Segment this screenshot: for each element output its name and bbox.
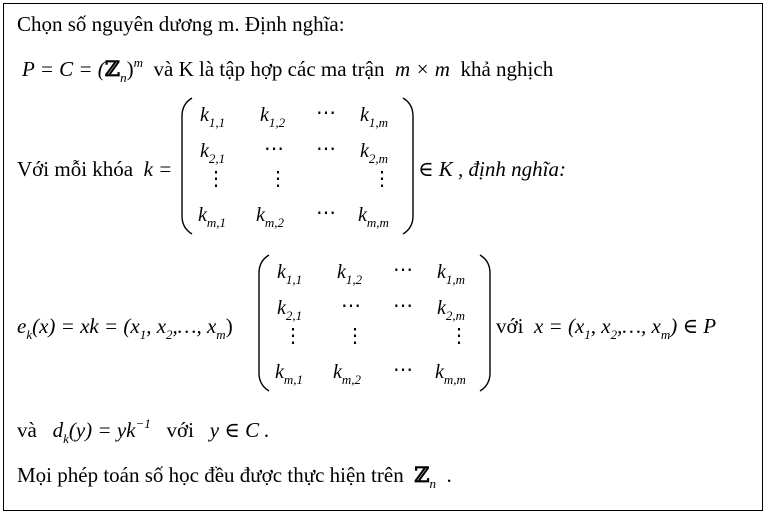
right-bracket [401,96,415,236]
va-text: và [17,418,37,442]
intro-text: Chọn số nguyên dương m. Định nghĩa: [17,12,345,36]
cell-m-m: $k_{m,m}$ [435,361,466,387]
cell-m-2: $k_{m,2}$ [256,204,285,230]
cell-2-3: ⋯ [393,295,413,317]
key-prefix: Với mỗi khóa [17,157,134,181]
cell-3-2: ⋮ [268,168,288,190]
close-paren: ) [126,57,134,81]
encryption-matrix [257,253,492,393]
cell-2-1: $k_{2,1}$ [277,297,303,323]
e-symbol: e [17,314,27,338]
arithmetic-line: Mọi phép toán số học đều được thực hiện trên ℤ$_n$ . [17,462,452,491]
d-subscript: k [63,431,69,446]
power-m: m [133,55,144,70]
z-subscript: n [120,70,127,85]
cell-3-1: ⋮ [283,325,303,347]
key-line [17,157,172,182]
left-bracket [257,253,271,393]
p-equals-c: P = C = ( [22,57,105,81]
cell-1-1: $k_{1,1}$ [200,104,226,130]
dims-text: m × m [394,57,450,81]
cell-2-2: ⋯ [341,295,361,317]
cell-m-2: $k_{m,2}$ [333,361,362,387]
cell-m-1: $k_{m,1}$ [198,204,227,230]
z-symbol-2: ℤ [414,462,430,487]
cell-1-3: ⋯ [316,102,336,124]
cell-1-2: $k_{1,2}$ [337,261,363,287]
right-bracket [478,253,492,393]
d-symbol: d [52,418,64,442]
in-k-text: ∈ K , định nghĩa: [418,157,566,181]
intro-line [17,12,345,37]
cell-m-m: $k_{m,m}$ [358,204,389,230]
cell-2-2: ⋯ [264,138,284,160]
cell-2-1: $k_{2,1}$ [200,140,226,166]
cell-2-m: $k_{2,m}$ [360,140,389,166]
cell-m-3: ⋯ [393,359,413,381]
left-bracket [180,96,194,236]
voi-text-2: với [166,418,194,442]
k-set-text: và K là tập hợp các ma trận [153,57,385,81]
decryption-line: và $d_k(y) = yk^{-1}$ với y ∈ C . [17,416,270,446]
y-in-c: y ∈ C . [209,418,270,442]
cell-m-1: $k_{m,1}$ [275,361,304,387]
cell-1-3: ⋯ [393,259,413,281]
encryption-lhs: $e_k(x)$ = xk = ($x_1$, $x_2,\dots$, $x_m$) [17,314,233,342]
cell-3-m: ⋮ [372,168,392,190]
k-equals: k = [143,157,173,181]
cell-1-2: $k_{1,2}$ [260,104,286,130]
e-subscript: k [26,327,33,342]
voi-text: với [496,314,524,338]
encryption-rhs: với $x = (x_1$, $x_2,\dots$, $x_m$) ∈ P [496,314,717,342]
cell-2-m: $k_{2,m}$ [437,297,466,323]
cell-m-3: ⋯ [316,202,336,224]
cell-2-3: ⋯ [316,138,336,160]
cell-1-m: $k_{1,m}$ [437,261,466,287]
cell-3-2: ⋮ [345,325,365,347]
arithmetic-text: Mọi phép toán số học đều được thực hiện trên [17,463,404,487]
space-definition-line [22,55,553,86]
invertible-text: khả nghịch [460,57,554,81]
cell-3-1: ⋮ [206,168,226,190]
inverse-power: −1 [135,416,151,431]
key-matrix [180,96,415,236]
cell-3-m: ⋮ [449,325,469,347]
cell-1-m: $k_{1,m}$ [360,104,389,130]
z-symbol: ℤ [104,56,121,81]
cell-1-1: $k_{1,1}$ [277,261,303,287]
